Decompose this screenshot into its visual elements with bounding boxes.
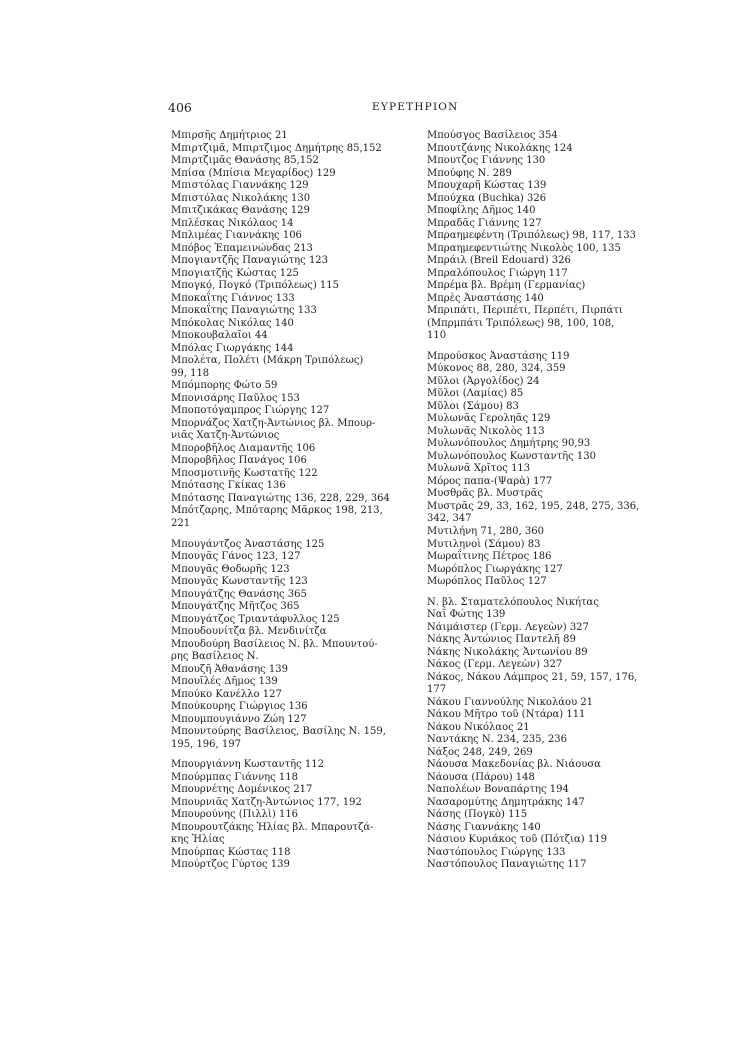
index-entry-line: Μπονισάρης Παῦλος 153 [171, 392, 300, 404]
index-entry-line: Μπουρνιᾶς Χατζη-Ἀντώνιος 177, 192 [171, 796, 362, 808]
index-entry-line: Μπογιαντζῆς Παναγιώτης 123 [171, 255, 329, 267]
index-entry [427, 672, 653, 697]
index-entry-line: Μπούφης Ν. 289 [427, 167, 512, 179]
index-entry-line: Μπουγᾶς Γάνος 123, 127 [171, 551, 301, 563]
index-entry [171, 380, 393, 393]
index-entry [427, 564, 653, 577]
index-entry [427, 351, 653, 364]
index-entry-line: Νάκου Νικόλαος 21 [427, 721, 530, 733]
index-entry [171, 564, 393, 577]
index-entry-line: Μπιρσῆς Δημήτριος 21 [171, 130, 288, 141]
index-entry-line: Μωραΐτινης Πέτρος 186 [427, 551, 552, 563]
index-entry [427, 659, 653, 672]
index-entry-line: Μπιτζικάκας Θανάσης 129 [171, 205, 310, 217]
index-entry [427, 597, 653, 610]
index-entry-line: Μπίσα (Μπίσια Μεγαρίδος) 129 [171, 167, 336, 179]
index-entry-line: Ναντάκης Ν. 234, 235, 236 [427, 734, 567, 746]
index-entry-line: Μπουτζάνης Νικολάκης 124 [427, 142, 573, 154]
index-entry [171, 639, 393, 664]
index-entry-line: Νάκης Νικολάκης Ἀντωνίου 89 [427, 646, 588, 658]
index-entry-line: Μποκαΐτης Παναγιώτης 133 [171, 305, 317, 317]
index-entry-line: Μπόκολας Νικόλας 140 [171, 317, 294, 329]
index-entry-line: Νάσης (Πογκὸ) 115 [427, 809, 528, 821]
index-entry-line: Μπουντούρης Βασίλειος, Βασίλης Ν. 159, [171, 726, 386, 738]
index-entry [427, 476, 653, 489]
index-entry-line: Μπουδουνίτζα βλ. Μενδινίτζα [171, 626, 327, 638]
index-entry [171, 393, 393, 406]
index-entry [427, 488, 653, 501]
index-entry-line: Μπουγάτζης Μῆτζος 365 [171, 601, 300, 613]
index-entry [171, 443, 393, 456]
index-entry [171, 701, 393, 714]
index-entry-line: Μπουγάντζος Ἀναστάσης 125 [171, 538, 325, 550]
index-entry-line: Ναΐ Φώτης 139 [427, 609, 506, 621]
index-entry [427, 305, 653, 343]
index-entry [171, 205, 393, 218]
index-entry-line: Μπουτζος Γιάννης 130 [427, 155, 546, 167]
index-entry [427, 143, 653, 156]
index-entry-line: Μυλωνᾶς Νικολὸς 113 [427, 425, 545, 437]
index-entry-line: Νασαρομύτης Δημητράκης 147 [427, 796, 585, 808]
index-entry [171, 614, 393, 627]
index-entry-line: Μποποτόγαμπρος Γιώργης 127 [171, 405, 330, 417]
index-entry-line: Μπιστόλας Νικολάκης 130 [171, 192, 311, 204]
page-number: 406 [168, 100, 192, 115]
index-entry-line: Μπρέμα βλ. Βρέμη (Γερμανίας) [427, 280, 586, 292]
index-entry-line: Νάσης Γιαννάκης 140 [427, 821, 541, 833]
index-entry [427, 622, 653, 635]
index-entry [427, 363, 653, 376]
index-column-right [427, 130, 653, 872]
index-entry-continuation: 99, 118 [171, 367, 210, 379]
index-entry [427, 268, 653, 281]
index-entry [427, 747, 653, 760]
index-entry-continuation: ρης Βασίλειος Ν. [171, 651, 259, 663]
index-entry [171, 797, 393, 810]
index-entry [171, 601, 393, 614]
index-entry-line: Μυλωνόπουλος Κωνσταντῆς 130 [427, 450, 597, 462]
index-entry-line: Νάξος 248, 249, 269 [427, 746, 533, 758]
section-gap [427, 343, 653, 351]
index-entry-line: Μπριπάτι, Περιπέτι, Περπέτι, Πιρπάτι [427, 305, 623, 317]
index-entry [171, 551, 393, 564]
running-head: ΕΥΡΕΤΗΡΙΟΝ [372, 101, 459, 113]
index-entry-line: Μπραημεφέντη (Τριπόλεως) 98, 117, 133 [427, 230, 637, 242]
index-entry-continuation: νιᾶς Χατζη-Ἀντώνιος [171, 430, 280, 442]
index-entry-line: Ν. βλ. Σταματελόπουλος Νικήτας [427, 596, 599, 608]
index-entry [427, 463, 653, 476]
index-entry-line: Μυστρᾶς 29, 33, 162, 195, 248, 275, 336, [427, 500, 640, 512]
index-entry [171, 268, 393, 281]
index-entry-continuation: 177 [427, 684, 447, 696]
index-entry [427, 859, 653, 872]
index-entry-line: Μπουῖλές Δῆμος 139 [171, 676, 278, 688]
index-entry [171, 318, 393, 331]
index-entry [427, 130, 653, 143]
index-entry [171, 505, 393, 530]
index-entry [427, 809, 653, 822]
index-entry-line: Μπότασης Γκίκας 136 [171, 480, 286, 492]
index-entry [171, 759, 393, 772]
index-entry [427, 759, 653, 772]
index-entry [427, 376, 653, 389]
index-entry [171, 455, 393, 468]
section-gap [427, 589, 653, 597]
index-entry-line: Μπογκό, Πογκό (Τριπόλεως) 115 [171, 280, 340, 292]
index-entry-line: Μπόβος Ἐπαμεινώνδας 213 [171, 242, 313, 254]
index-entry-line: Μῦλοι (Σάμου) 83 [427, 400, 519, 412]
index-entry [427, 722, 653, 735]
index-entry [171, 784, 393, 797]
index-entry [171, 218, 393, 231]
index-entry [171, 676, 393, 689]
index-column-left [171, 130, 393, 872]
index-entry [171, 343, 393, 356]
index-entry-line: Μωρόπλος Παῦλος 127 [427, 576, 547, 588]
index-entry-line: Μπουγᾶς Θοδωρῆς 123 [171, 563, 290, 575]
index-entry-line: Μύκονος 88, 280, 324, 359 [427, 363, 566, 375]
index-entry-line: Μπραλόπουλος Γιώργη 117 [427, 267, 568, 279]
index-entry-line: Μποροβῆλος Διαμαντῆς 106 [171, 442, 316, 454]
index-entry [171, 539, 393, 552]
index-entry [171, 809, 393, 822]
index-entry-line: Μπιστόλας Γιαννάκης 129 [171, 180, 309, 192]
index-entry-line: Νάκου Γιαννούλης Νικολάου 21 [427, 696, 594, 708]
index-entry-line: Μπουχαρῆ Κώστας 139 [427, 180, 547, 192]
index-entry [171, 822, 393, 847]
index-entry-line: Μπουργιάννη Κωσταντῆς 112 [171, 759, 324, 771]
index-entry [427, 243, 653, 256]
index-entry-line: Μποφίλης Δῆμος 140 [427, 205, 536, 217]
section-gap [171, 751, 393, 759]
index-entry [171, 689, 393, 702]
index-entry [427, 218, 653, 231]
index-entry [427, 634, 653, 647]
index-entry [171, 155, 393, 168]
index-entry [171, 405, 393, 418]
index-entry-line: Μπολέτα, Πολέτι (Μάκρη Τριπόλεως) [171, 355, 364, 367]
index-entry-line: Μυτιληνοὶ (Σάμου) 83 [427, 538, 541, 550]
index-entry [427, 576, 653, 589]
index-entry [171, 468, 393, 481]
index-entry [171, 493, 393, 506]
index-entry [171, 280, 393, 293]
index-entry [427, 438, 653, 451]
index-entry-line: Μῦλοι (Ἀργολίδος) 24 [427, 375, 540, 387]
index-entry-continuation: 110 [427, 330, 447, 342]
index-entry-line: Μῦλοι (Λαμίας) 85 [427, 388, 524, 400]
index-entry-line: Μπούκουρης Γιώργιος 136 [171, 701, 308, 713]
index-entry-line: Ναπολέων Βοναπάρτης 194 [427, 784, 569, 796]
index-entry [427, 205, 653, 218]
index-entry [427, 280, 653, 293]
index-entry-line: Μπρὲς Ἀναστάσης 140 [427, 292, 544, 304]
index-entry [171, 480, 393, 493]
index-entry [427, 709, 653, 722]
index-entry-line: Μόρος παπα-(Ψαρὰ) 177 [427, 475, 553, 487]
index-entry-line: Μπότζαρης, Μπόταρης Μᾶρκος 198, 213, [171, 505, 383, 517]
index-entry [171, 293, 393, 306]
index-entry-line: Μπραημεφεντιώτης Νικολὸς 100, 135 [427, 242, 621, 254]
index-entry-line: Μπούχκα (Buchka) 326 [427, 192, 547, 204]
index-entry [427, 551, 653, 564]
index-entry-line: Μπορνάζος Χατζη-Ἀντώνιος βλ. Μπουρ- [171, 417, 376, 429]
index-entry-line: Μυσθρᾶς βλ. Μυστρᾶς [427, 488, 543, 500]
index-entry [427, 168, 653, 181]
index-entry [427, 230, 653, 243]
index-entry [427, 255, 653, 268]
index-entry [171, 305, 393, 318]
index-entry-line: Μπότασης Παναγιώτης 136, 228, 229, 364 [171, 492, 390, 504]
index-entry-continuation: κης Ἠλίας [171, 834, 225, 846]
index-entry [171, 193, 393, 206]
index-entry [427, 847, 653, 860]
index-entry [171, 847, 393, 860]
index-entry [427, 388, 653, 401]
index-entry-line: Μπουδούρη Βασίλειος Ν. βλ. Μπουντού- [171, 638, 378, 650]
index-entry [427, 697, 653, 710]
index-entry-line: Μποσμοτινῆς Κωστατῆς 122 [171, 467, 318, 479]
index-entry-continuation: 221 [171, 517, 191, 529]
index-entry [427, 822, 653, 835]
index-entry-line: Ναστόπουλος Γιώργης 133 [427, 846, 566, 858]
index-entry-line: Μπούρμπας Γιάννης 118 [171, 771, 299, 783]
index-entry [171, 168, 393, 181]
index-entry-line: Μποκαΐτης Γιάννος 133 [171, 292, 295, 304]
index-entry [427, 784, 653, 797]
index-entry [427, 539, 653, 552]
index-entry [427, 451, 653, 464]
index-entry-line: Μπογιατζῆς Κώστας 125 [171, 267, 299, 279]
index-entry-line: Μπούρτζος Γύρτος 139 [171, 859, 290, 871]
index-entry-line: Μπουμπουγιάννο Ζώη 127 [171, 713, 307, 725]
index-entry-line: Μυλωνᾶ Χρῖτος 113 [427, 463, 531, 475]
index-entry [427, 501, 653, 526]
index-entry-line: Μυλωνόπουλος Δημήτρης 90,93 [427, 438, 591, 450]
index-entry [427, 834, 653, 847]
index-entry [171, 230, 393, 243]
index-entry [171, 589, 393, 602]
index-entry-line: Μπιρτζιμᾶς Θανάσης 85,152 [171, 155, 319, 167]
index-entry-line: Μπουρουτζάκης Ἠλίας βλ. Μπαρουτζά- [171, 821, 374, 833]
index-entry [427, 609, 653, 622]
index-entry [171, 243, 393, 256]
index-entry-line: Μπούσγος Βασίλειος 354 [427, 130, 558, 141]
section-gap [171, 531, 393, 539]
index-entry-line: Νάουσα (Πάρου) 148 [427, 771, 535, 783]
index-entry-line: Μπιρτζιμᾶ, Μπιρτζιμος Δημήτρης 85,152 [171, 142, 382, 154]
index-entry-line: Μπόλας Γιωργάκης 144 [171, 342, 294, 354]
index-entry [427, 772, 653, 785]
index-entry-line: Μπουγᾶς Κωνσταντῆς 123 [171, 576, 308, 588]
index-entry [171, 576, 393, 589]
index-entry [427, 401, 653, 414]
index-entry-line: Νάουσα Μακεδονίας βλ. Νιάουσα [427, 759, 601, 771]
index-entry-line: Μπουζῆ Ἀθανάσης 139 [171, 663, 289, 675]
index-entry [171, 130, 393, 143]
index-entry-line: Νάκος (Γερμ. Λεγεὼν) 327 [427, 659, 563, 671]
index-entry-line: Ναστόπουλος Παναγιώτης 117 [427, 859, 587, 871]
index-entry [171, 330, 393, 343]
index-entry-line: Μπουγάτζης Θανάσης 365 [171, 588, 307, 600]
index-entry [171, 180, 393, 193]
index-entry-line: Μπρούσκος Ἀναστάσης 119 [427, 350, 570, 362]
index-entry-line: Μωρόπλος Γιωργάκης 127 [427, 563, 563, 575]
index-entry-line: Νάιμάιστερ (Γερμ. Λεγεὼν) 327 [427, 621, 589, 633]
index-entry [427, 155, 653, 168]
index-entry-line: Μπουρνέτης Δομένικος 217 [171, 784, 313, 796]
index-entry-line: Μπούρπας Κώστας 118 [171, 846, 291, 858]
index-entry-continuation: 342, 347 [427, 513, 472, 525]
index-entry-line: Μυλωνᾶς Γεροληᾶς 129 [427, 413, 551, 425]
index-entry-line: Μπόμπορης Φώτο 59 [171, 380, 278, 392]
index-entry-line: Νάσιου Κυριάκος τοῦ (Πότζια) 119 [427, 834, 607, 846]
index-entry-line: Μπλέσκας Νικόλαος 14 [171, 217, 294, 229]
index-entry-continuation: 195, 196, 197 [171, 738, 241, 750]
index-entry [427, 797, 653, 810]
index-entry [171, 714, 393, 727]
index-entry [171, 143, 393, 156]
index-entry-line: Μπούκο Κανέλλο 127 [171, 688, 282, 700]
index-entry [427, 413, 653, 426]
index-entry [171, 859, 393, 872]
index-entry [171, 664, 393, 677]
index-entry [427, 193, 653, 206]
index-entry [171, 772, 393, 785]
index-entry [427, 647, 653, 660]
index-entry-line: Μπράιλ (Breil Edouard) 326 [427, 255, 571, 267]
index-entry-line: Νάκου Μῆτρο τοῦ (Ντάρα) 111 [427, 709, 586, 721]
index-entry [171, 355, 393, 380]
index-entry [427, 526, 653, 539]
index-entry [427, 293, 653, 306]
index-entry-line: Μπουρούνης (Πιλλὶ) 116 [171, 809, 299, 821]
index-entry [171, 418, 393, 443]
index-entry-line: Μυτιλήνη 71, 280, 360 [427, 525, 544, 537]
index-entry-line: Νάκης Ἀντώνιος Παντελῆ 89 [427, 634, 576, 646]
index-entry [427, 734, 653, 747]
index-entry-continuation: (Μπρμπάτι Τριπόλεως) 98, 100, 108, [427, 317, 615, 329]
index-entry [427, 426, 653, 439]
index-entry [171, 255, 393, 268]
index-entry-line: Μπουγάτζος Τριαντάφυλλος 125 [171, 613, 340, 625]
index-entry-line: Μποροβῆλος Πανάγος 106 [171, 455, 307, 467]
index-entry-line: Μπλιμέας Γιαννάκης 106 [171, 230, 302, 242]
index-entry-line: Μπραδᾶς Γιάννης 127 [427, 217, 542, 229]
index-entry [171, 626, 393, 639]
index-entry [171, 726, 393, 751]
index-entry [427, 180, 653, 193]
index-entry-line: Μποκουβαλαῖοι 44 [171, 330, 268, 342]
index-entry-line: Νάκος, Νάκου Λάμπρος 21, 59, 157, 176, [427, 671, 638, 683]
